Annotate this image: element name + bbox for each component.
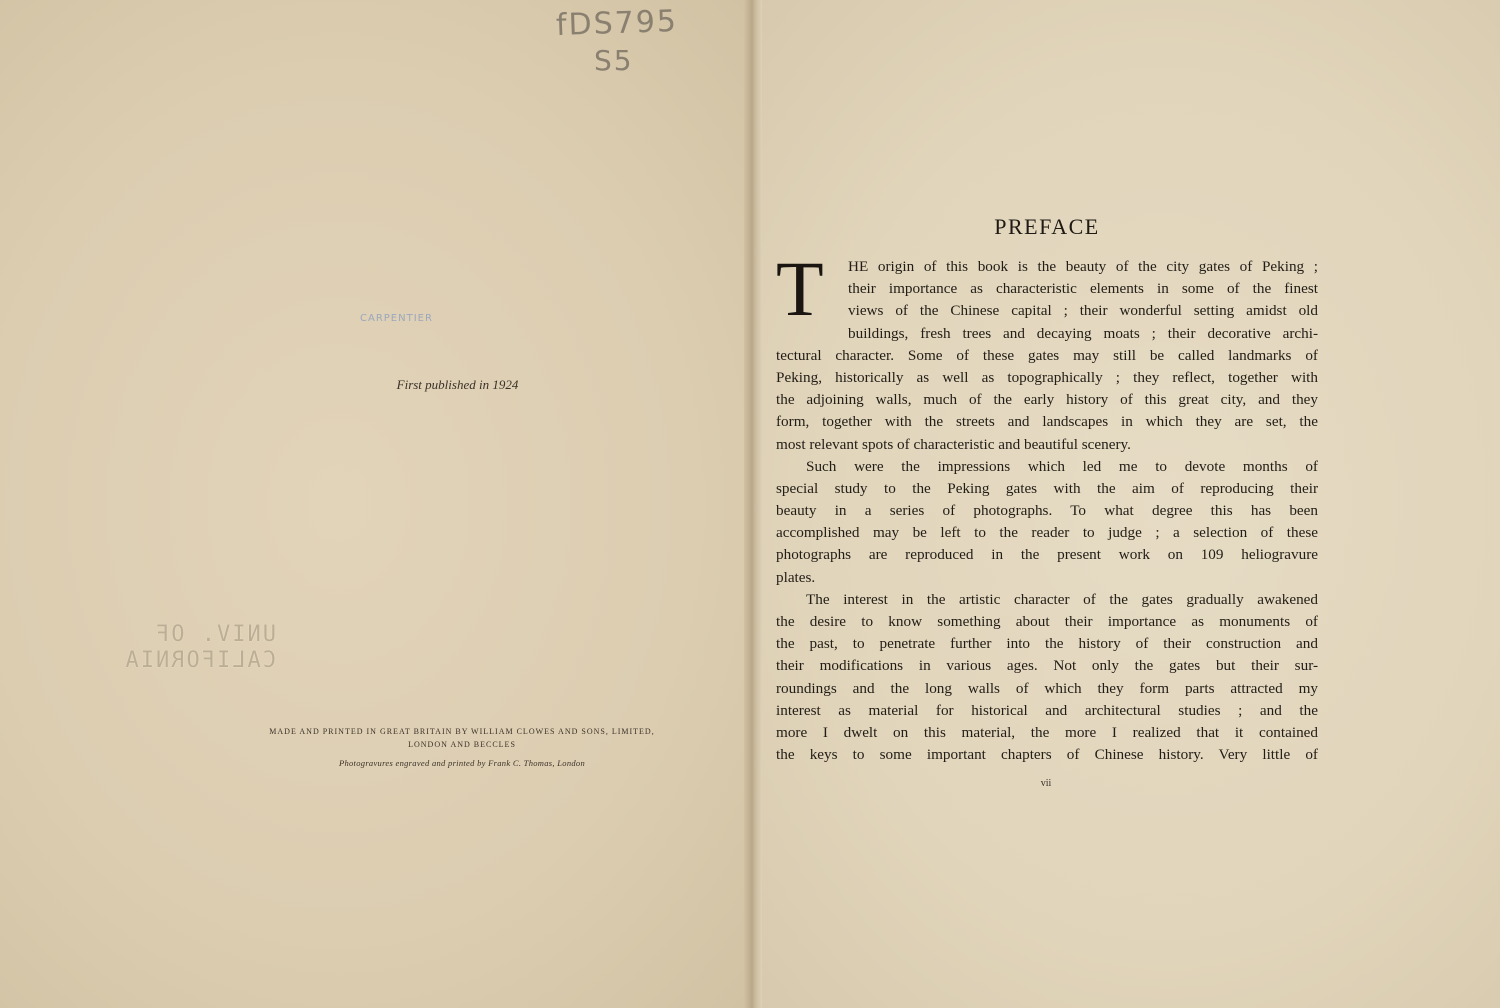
preface-heading: PREFACE <box>994 214 1100 239</box>
text-line: tectural character. Some of these gates may still be called landmarks of <box>776 346 1318 364</box>
text-line: special study to the Peking gates with the aim of reproducing their <box>776 479 1318 497</box>
text-line: form, together with the streets and landscapes in which they are set, the <box>776 413 1318 431</box>
text-line: the adjoining walls, much of the early history of this great city, and they <box>776 391 1318 409</box>
text-line: buildings, fresh trees and decaying moats ; their decorative archi- <box>848 324 1318 342</box>
handwritten-call-number: fDS795 <box>555 3 679 44</box>
imprint-photogravures: Photogravures engraved and printed by Frank C. Thomas, London <box>338 758 586 768</box>
text-line: their modifications in various ages. Not only the gates but their sur- <box>776 657 1318 675</box>
text-line: the keys to some important chapters of Chinese history. Very little of <box>776 746 1318 764</box>
text-line: more I dwelt on this material, the more I realized that it contained <box>776 723 1318 741</box>
text-line: roundings and the long walls of which they form parts attracted my <box>776 679 1318 697</box>
page-number: vii <box>1040 778 1052 789</box>
text-line: their importance as characteristic elements in some of the finest <box>848 280 1318 298</box>
perforation-stamp <box>123 622 276 674</box>
text-line: the desire to know something about their importance as monuments of <box>776 613 1318 630</box>
text-line: beauty in a series of photographs. To what degree this has been <box>776 502 1318 520</box>
handwritten-shelf-mark: S5 <box>594 44 634 77</box>
perforation-line-2: CALIFORNIA <box>123 648 276 673</box>
text-line: most relevant spots of characteristic and beautiful scenery. <box>776 435 1131 453</box>
text-line: the past, to penetrate further into the history of their construction and <box>776 635 1318 653</box>
text-line: The interest in the artistic character of the gates gradually awakened <box>806 590 1318 608</box>
imprint-location: LONDON AND BECCLES <box>408 740 516 749</box>
text-line: plates. <box>776 568 816 586</box>
text-line: Such were the impressions which led me to devote months of <box>806 457 1318 475</box>
perforation-line-1: UNIV. OF <box>154 622 276 647</box>
drop-cap: T <box>776 245 824 332</box>
faint-library-stamp: CARPENTIER <box>360 313 433 324</box>
preface-body <box>776 256 1318 766</box>
text-line: views of the Chinese capital ; their wonderful setting amidst old <box>848 302 1318 320</box>
text-line: photographs are reproduced in the present work on 109 heliogravure <box>776 546 1318 564</box>
text-line: Peking, historically as well as topographically ; they reflect, together with <box>776 368 1318 386</box>
text-line: accomplished may be left to the reader to judge ; a selection of these <box>776 524 1318 542</box>
text-line: HE origin of this book is the beauty of the city gates of Peking ; <box>848 258 1318 275</box>
imprint-printer: MADE AND PRINTED IN GREAT BRITAIN BY WILLIAM CLOWES AND SONS, LIMITED, <box>269 727 655 736</box>
book-gutter <box>744 0 762 1008</box>
text-line: interest as material for historical and architectural studies ; and the <box>776 701 1318 719</box>
first-published-note: First published in 1924 <box>396 377 519 392</box>
